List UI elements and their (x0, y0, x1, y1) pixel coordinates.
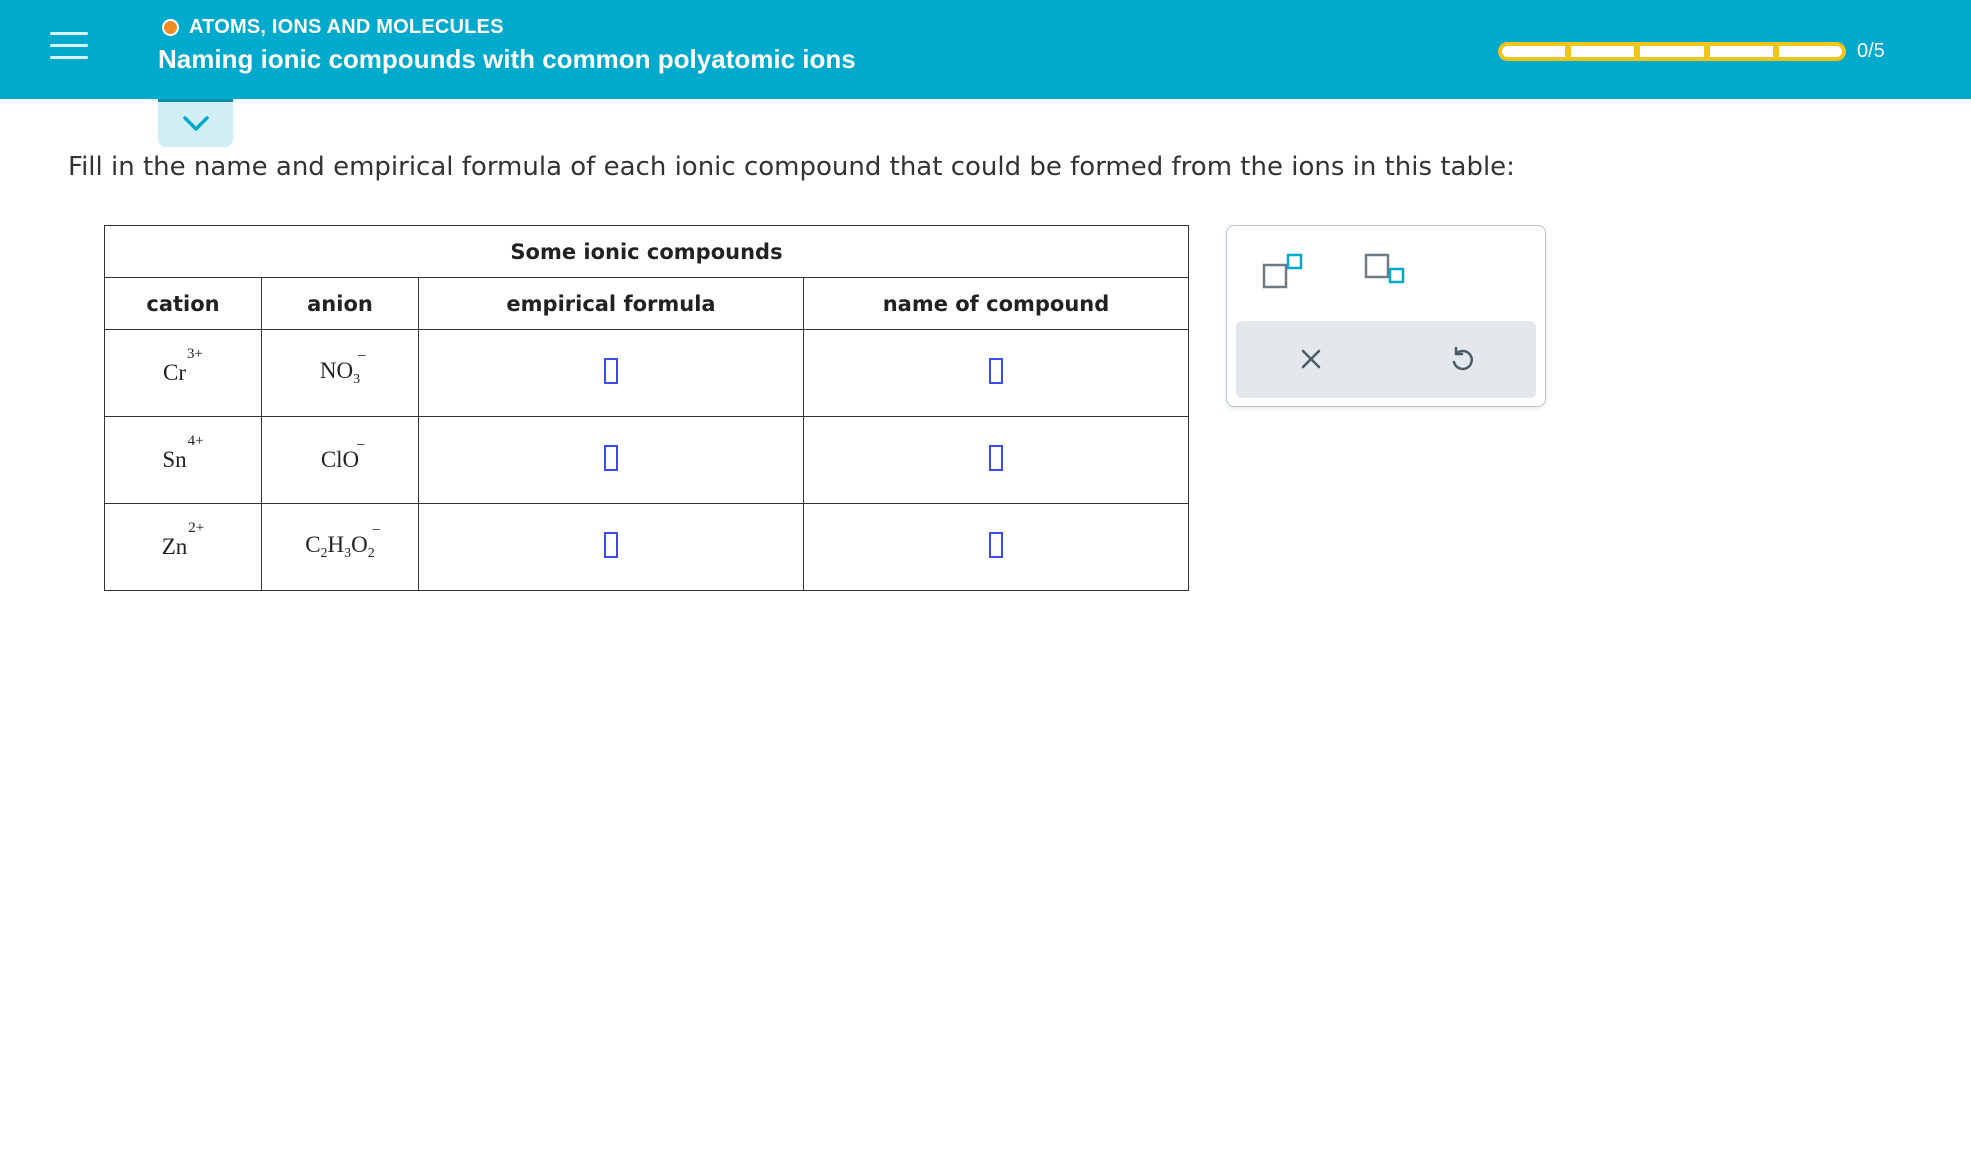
header-name-of-compound: name of compound (804, 278, 1189, 330)
anion-text: ClO (320, 447, 360, 472)
x-clear-icon (1296, 344, 1326, 374)
formula-input[interactable] (604, 358, 618, 384)
undo-icon (1447, 344, 1477, 374)
hamburger-menu-icon[interactable] (44, 24, 96, 70)
anion-subscript: 2 (367, 546, 375, 561)
topic-label: ATOMS, IONS AND MOLECULES (189, 15, 504, 38)
anion-charge: − (357, 348, 367, 365)
anion-cell (262, 330, 419, 417)
progress-count: 0/5 (1857, 40, 1885, 62)
cation-charge: 3+ (187, 346, 203, 362)
page-title: Naming ionic compounds with common polyatomic ions (158, 44, 856, 74)
formula-answer-cell[interactable] (419, 417, 804, 504)
superscript-template-icon (1261, 252, 1311, 292)
cation-cell (105, 417, 262, 504)
name-answer-cell[interactable] (804, 330, 1189, 417)
anion-text: O (351, 532, 368, 557)
cation-formula (163, 346, 203, 386)
topic-row (162, 14, 504, 40)
progress-segment (1640, 46, 1703, 57)
anion-formula (305, 522, 381, 562)
table-row (105, 504, 1189, 591)
cation-symbol: Sn (162, 447, 187, 472)
progress-segment (1710, 46, 1773, 57)
instruction-text: Fill in the name and empirical formula of each ionic compound that could be formed from the ions in this table: (68, 152, 1515, 182)
header-anion: anion (262, 278, 419, 330)
progress-segment (1571, 46, 1634, 57)
name-answer-cell[interactable] (804, 417, 1189, 504)
anion-cell (262, 504, 419, 591)
name-input[interactable] (989, 532, 1003, 558)
ionic-compounds-table (104, 225, 1189, 591)
formula-answer-cell[interactable] (419, 504, 804, 591)
tool-actions-bar (1236, 321, 1536, 398)
name-answer-cell[interactable] (804, 504, 1189, 591)
anion-text: H (327, 532, 345, 557)
anion-text: NO (319, 358, 354, 383)
subscript-template-button[interactable] (1363, 252, 1413, 292)
anion-charge: − (356, 437, 366, 454)
cation-charge: 4+ (187, 433, 204, 449)
chevron-down-icon (182, 114, 210, 134)
table-row (105, 417, 1189, 504)
anion-subscript: 3 (344, 546, 352, 561)
collapse-toggle-button[interactable] (158, 99, 233, 147)
cation-symbol: Zn (161, 534, 188, 559)
name-input[interactable] (989, 445, 1003, 471)
anion-subscript: 2 (320, 546, 328, 561)
cation-formula (162, 433, 204, 473)
anion-subscript: 3 (353, 372, 361, 387)
progress-segment (1779, 46, 1842, 57)
anion-formula (319, 348, 367, 388)
superscript-template-button[interactable] (1261, 252, 1311, 292)
answer-tools-palette (1226, 225, 1546, 407)
anion-text: C (305, 532, 321, 557)
header-empirical-formula: empirical formula (419, 278, 804, 330)
header-cation: cation (105, 278, 262, 330)
formula-input[interactable] (604, 532, 618, 558)
formula-input[interactable] (604, 445, 618, 471)
progress-segment (1502, 46, 1565, 57)
anion-charge: − (371, 522, 381, 539)
cation-charge: 2+ (188, 520, 205, 536)
header-bar (0, 0, 1971, 99)
progress-bar (1498, 42, 1846, 61)
undo-button[interactable] (1447, 344, 1477, 374)
cation-symbol: Cr (163, 360, 187, 385)
clear-button[interactable] (1296, 344, 1326, 374)
anion-cell (262, 417, 419, 504)
table-row (105, 330, 1189, 417)
name-input[interactable] (989, 358, 1003, 384)
cation-cell (105, 330, 262, 417)
cation-cell (105, 504, 262, 591)
cation-formula (161, 520, 205, 560)
subscript-template-icon (1363, 252, 1413, 292)
anion-formula (320, 437, 366, 473)
table-caption: Some ionic compounds (105, 226, 1189, 278)
orange-circle-icon (162, 19, 179, 36)
formula-answer-cell[interactable] (419, 330, 804, 417)
